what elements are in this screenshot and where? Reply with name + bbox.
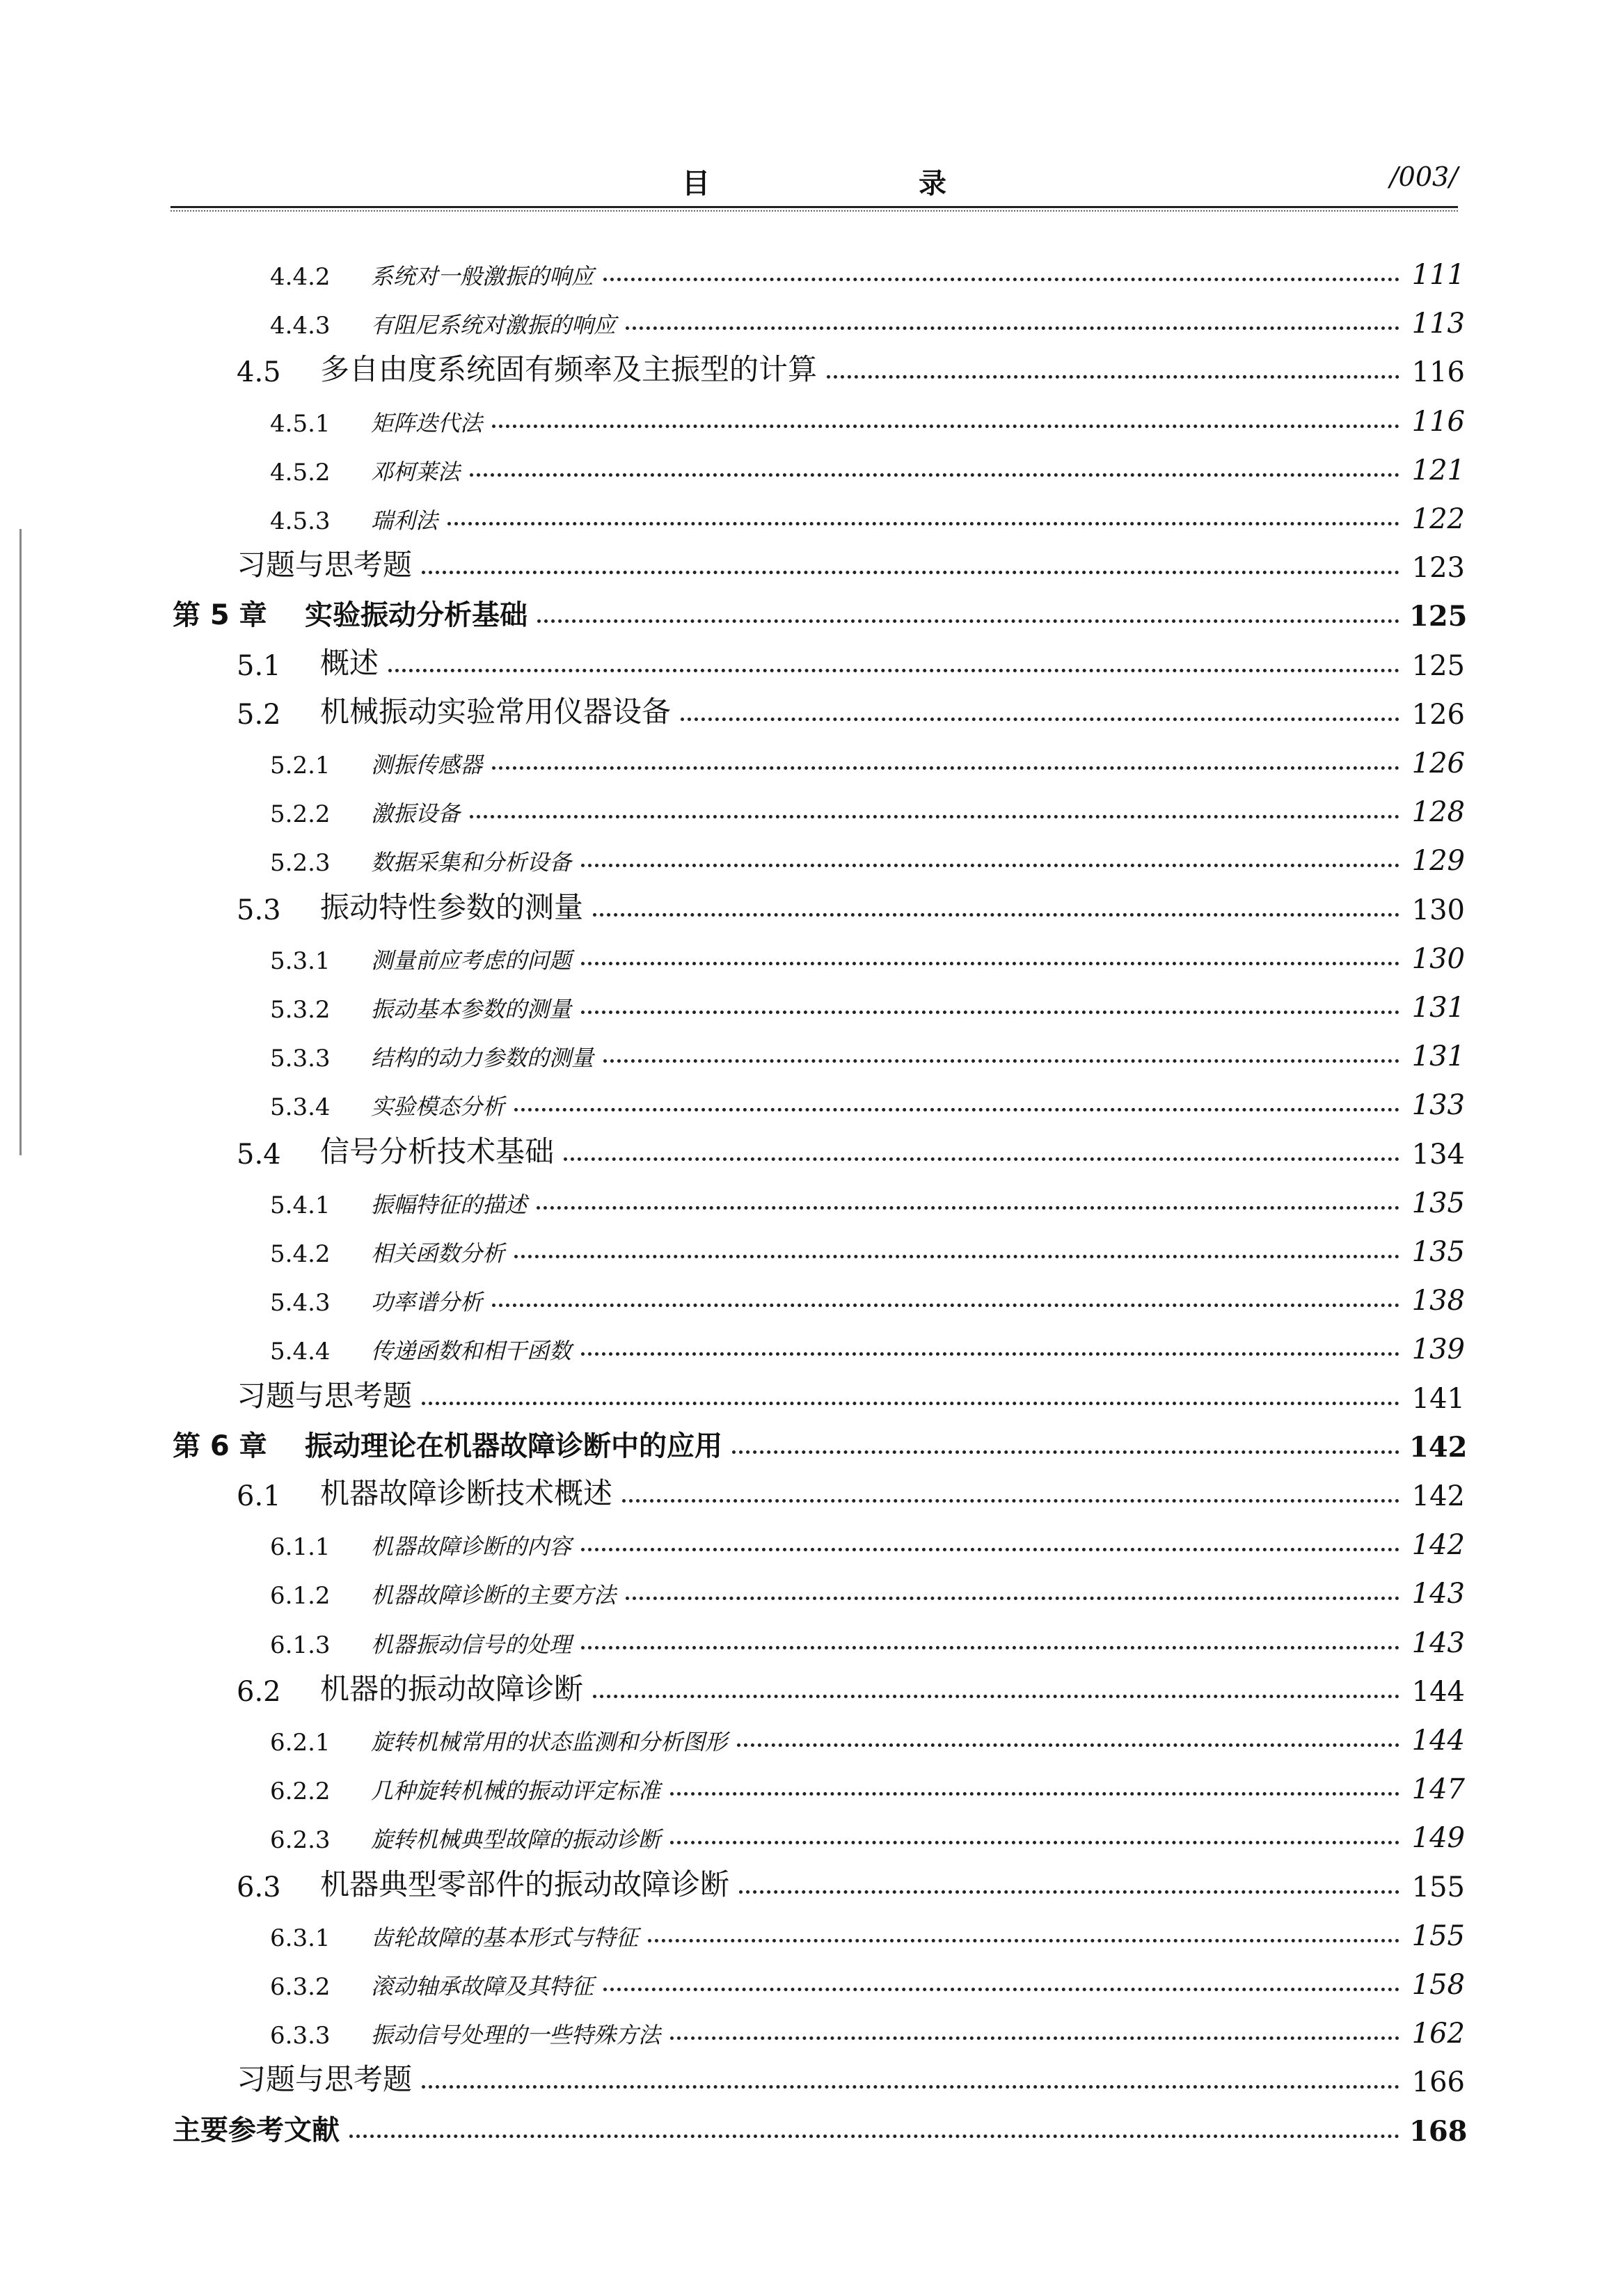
toc-entry-page: 123 — [1411, 552, 1465, 585]
toc-entry[interactable] — [270, 1079, 1465, 1121]
toc-entry-title: 相关函数分析 — [371, 1240, 505, 1267]
toc-entry-page: 155 — [1411, 1871, 1465, 1903]
dot-leader — [581, 962, 1399, 965]
toc-entry-title: 习题与思考题 — [237, 1378, 413, 1413]
toc-entry-page: 116 — [1411, 356, 1465, 389]
toc-entry-number: 第 6 章 — [173, 1430, 267, 1462]
toc-entry-label — [270, 1773, 660, 1805]
dot-leader — [470, 815, 1399, 818]
toc-entry-label — [237, 1129, 554, 1171]
toc-entry[interactable] — [237, 640, 1465, 682]
toc-entry-page: 130 — [1411, 894, 1465, 926]
toc-entry-number: 5.4 — [237, 1138, 281, 1171]
toc-entry-label — [270, 1285, 482, 1317]
toc-entry-label — [237, 1862, 729, 1903]
toc-entry-number: 6.2 — [237, 1675, 281, 1708]
toc-entry-number: 5.2.1 — [270, 752, 331, 779]
dot-leader — [514, 1255, 1399, 1258]
toc-entry[interactable] — [270, 786, 1465, 828]
toc-entry-number: 5.3.4 — [270, 1093, 331, 1122]
toc-entry-page: 166 — [1411, 2066, 1465, 2099]
toc-entry-title: 滚动轴承故障及其特征 — [371, 1973, 594, 2000]
header-page-number: /003/ — [1389, 161, 1458, 192]
header-rule — [170, 206, 1458, 208]
toc-entry[interactable] — [270, 445, 1465, 486]
toc-entry[interactable] — [270, 249, 1465, 291]
toc-entry[interactable] — [270, 2008, 1465, 2050]
toc-entry[interactable] — [237, 689, 1465, 731]
toc-entry-label — [173, 593, 528, 633]
dot-leader — [737, 1743, 1399, 1747]
toc-entry-number: 5.3 — [237, 894, 281, 926]
dot-leader — [670, 1792, 1399, 1796]
toc-entry-label — [270, 796, 460, 828]
toc-entry-number: 6.1 — [237, 1480, 281, 1512]
toc-entry-number: 5.2.2 — [270, 800, 331, 829]
toc-entry[interactable] — [270, 1178, 1465, 1219]
toc-entry[interactable] — [237, 1471, 1465, 1512]
toc-entry[interactable] — [270, 1519, 1465, 1561]
toc-entry[interactable] — [270, 1324, 1465, 1365]
toc-entry-page: 133 — [1411, 1089, 1465, 1122]
toc-entry-label — [237, 2057, 412, 2098]
toc-entry-page: 111 — [1411, 259, 1465, 291]
toc-entry-number: 5.4.4 — [270, 1338, 331, 1366]
toc-entry[interactable] — [270, 835, 1465, 877]
toc-entry-page: 135 — [1411, 1236, 1465, 1268]
toc-entry-title: 习题与思考题 — [237, 2062, 413, 2097]
toc-entry-number: 5.4.3 — [270, 1289, 331, 1317]
dot-leader — [739, 1890, 1399, 1894]
toc-entry-label — [237, 1666, 583, 1708]
toc-entry[interactable] — [237, 1373, 1465, 1415]
toc-entry-number: 6.3.2 — [270, 1973, 331, 2001]
toc-entry-label — [237, 347, 817, 388]
toc-entry-title: 结构的动力参数的测量 — [371, 1045, 594, 1072]
toc-entry-number: 6.3 — [237, 1871, 281, 1903]
toc-entry[interactable] — [237, 2057, 1465, 2098]
toc-entry-label — [270, 1578, 616, 1610]
toc-entry-label — [270, 1920, 638, 1952]
toc-entry-label — [237, 885, 583, 926]
dot-leader — [581, 1352, 1399, 1356]
toc-entry-title: 几种旋转机械的振动评定标准 — [371, 1778, 661, 1805]
toc-entry[interactable] — [270, 1959, 1465, 2001]
toc-entry-label — [270, 308, 616, 340]
toc-entry-title: 机器的振动故障诊断 — [320, 1671, 584, 1706]
toc-entry-title: 旋转机械常用的状态监测和分析图形 — [371, 1729, 728, 1755]
toc-entry-label — [237, 1373, 412, 1415]
toc-entry-label — [270, 1822, 660, 1854]
dot-leader — [564, 1157, 1399, 1161]
toc-entry-title: 有阻尼系统对激振的响应 — [371, 312, 617, 339]
toc-entry-number: 5.1 — [237, 649, 281, 682]
toc-entry-page: 122 — [1411, 503, 1465, 535]
toc-entry-label — [270, 259, 594, 291]
dot-leader — [603, 1988, 1399, 1991]
toc-entry-page: 143 — [1411, 1626, 1465, 1659]
toc-entry-label — [270, 1627, 571, 1659]
toc-entry-number: 5.4.1 — [270, 1191, 331, 1219]
toc-entry-title: 测量前应考虑的问题 — [371, 947, 572, 974]
toc-entry-page: 130 — [1411, 942, 1465, 975]
dot-leader — [422, 2085, 1399, 2089]
toc-entry-title: 机器故障诊断技术概述 — [320, 1476, 613, 1510]
dot-leader — [581, 1548, 1399, 1551]
toc-entry-page: 113 — [1411, 308, 1465, 340]
dot-leader — [470, 473, 1399, 477]
toc-entry-number: 4.5.2 — [270, 458, 331, 486]
dot-leader — [492, 766, 1399, 770]
toc-entry-title: 矩阵迭代法 — [371, 409, 483, 436]
dot-leader — [581, 864, 1399, 867]
toc-entry[interactable] — [270, 1617, 1465, 1659]
toc-entry-title: 振动基本参数的测量 — [371, 996, 572, 1022]
toc-entry[interactable] — [237, 1666, 1465, 1708]
dot-leader — [648, 1939, 1399, 1942]
toc-entry-page: 129 — [1411, 845, 1465, 878]
toc-entry-label — [270, 1236, 505, 1268]
toc-entry-title: 振幅特征的描述 — [371, 1191, 528, 1218]
dot-leader — [603, 1059, 1399, 1063]
toc-entry[interactable] — [270, 1568, 1465, 1610]
toc-entry-label — [237, 542, 412, 584]
toc-entry-page: 143 — [1411, 1578, 1465, 1610]
toc-entry[interactable] — [270, 1226, 1465, 1268]
toc-entry-title: 机械振动实验常用仪器设备 — [320, 694, 672, 729]
toc-entry-title: 实验模态分析 — [371, 1093, 505, 1121]
toc-entry-page: 134 — [1411, 1138, 1465, 1171]
toc-entry-number: 4.5.1 — [270, 409, 331, 438]
toc-entry-number: 6.3.3 — [270, 2022, 331, 2050]
toc-entry-number: 5.4.2 — [270, 1240, 331, 1268]
toc-entry[interactable] — [237, 1862, 1465, 1903]
toc-entry-label — [270, 747, 482, 779]
toc-entry-title: 概述 — [320, 645, 379, 680]
toc-entry[interactable] — [173, 2106, 1468, 2148]
toc-entry-label — [270, 2018, 660, 2050]
toc-entry[interactable] — [270, 982, 1465, 1024]
toc-entry-page: 168 — [1409, 2114, 1468, 2148]
toc-entry-label — [173, 1424, 722, 1464]
toc-entry[interactable] — [270, 1715, 1465, 1757]
toc-entry-page: 142 — [1411, 1529, 1465, 1562]
toc-entry-number: 4.4.2 — [270, 263, 331, 291]
dot-leader — [827, 375, 1399, 379]
toc-entry-page: 158 — [1411, 1969, 1465, 2001]
toc-entry-title: 激振设备 — [371, 800, 461, 828]
toc-entry-title: 邓柯莱法 — [371, 458, 461, 485]
toc-entry-number: 5.3.2 — [270, 996, 331, 1024]
toc-entry-number: 5.2.3 — [270, 849, 331, 878]
toc-entry[interactable] — [270, 1812, 1465, 1854]
dot-leader — [581, 1011, 1399, 1014]
dot-leader — [626, 326, 1399, 330]
dot-leader — [593, 1695, 1399, 1698]
toc-entry-page: 131 — [1411, 992, 1465, 1024]
toc-entry[interactable] — [173, 591, 1468, 633]
toc-entry-page: 141 — [1411, 1382, 1465, 1415]
toc-entry-title: 信号分析技术基础 — [320, 1134, 555, 1169]
toc-entry[interactable] — [237, 885, 1465, 926]
toc-entry-title: 振动信号处理的一些特殊方法 — [371, 2022, 661, 2049]
dot-leader — [388, 669, 1399, 672]
dot-leader — [681, 718, 1399, 721]
toc-entry-label — [270, 845, 571, 877]
toc-entry-title: 数据采集和分析设备 — [371, 849, 572, 876]
dot-leader — [603, 278, 1399, 281]
toc-entry-label — [270, 406, 482, 438]
dot-leader — [422, 1402, 1399, 1405]
dot-leader — [670, 1841, 1399, 1844]
toc-entry-label — [270, 943, 571, 975]
toc-entry-page: 116 — [1411, 405, 1465, 438]
toc-entry-number: 第 5 章 — [173, 599, 267, 632]
toc-entry-page: 121 — [1411, 454, 1465, 486]
toc-entry-number: 4.5 — [237, 356, 281, 389]
toc-entry-page: 139 — [1411, 1333, 1465, 1366]
toc-entry[interactable] — [270, 933, 1465, 975]
dot-leader — [492, 425, 1399, 428]
toc-entry-number: 6.2.1 — [270, 1729, 331, 1757]
toc-entry-number: 4.5.3 — [270, 507, 331, 535]
dot-leader — [670, 2036, 1399, 2040]
dot-leader — [514, 1108, 1399, 1111]
toc-entry-number: 6.1.2 — [270, 1582, 331, 1610]
toc-entry-label — [270, 1333, 571, 1365]
dot-leader — [537, 1206, 1399, 1210]
toc-entry-page: 149 — [1411, 1822, 1465, 1855]
toc-entry-label — [270, 454, 460, 486]
toc-entry-title: 机器振动信号的处理 — [371, 1631, 572, 1658]
toc-entry-title: 振动理论在机器故障诊断中的应用 — [305, 1430, 722, 1462]
toc-entry[interactable] — [270, 396, 1465, 438]
toc-entry[interactable] — [270, 1275, 1465, 1317]
toc-entry-title: 系统对一般激振的响应 — [371, 263, 594, 290]
toc-entry[interactable] — [237, 542, 1465, 584]
toc-entry-label — [270, 1040, 594, 1072]
dot-leader — [447, 522, 1399, 525]
toc-entry-page: 125 — [1411, 649, 1465, 682]
toc-entry-page: 125 — [1409, 600, 1468, 633]
toc-entry-page: 144 — [1411, 1725, 1465, 1757]
dot-leader — [626, 1597, 1399, 1600]
toc-entry-label — [173, 2108, 340, 2148]
toc-entry-title: 实验振动分析基础 — [305, 599, 528, 632]
toc-entry-title: 旋转机械典型故障的振动诊断 — [371, 1826, 661, 1853]
toc-entry-title: 齿轮故障的基本形式与特征 — [371, 1924, 639, 1951]
toc-entry-page: 162 — [1411, 2018, 1465, 2050]
toc-entry-number: 6.1.1 — [270, 1533, 331, 1562]
toc-entry[interactable] — [173, 1422, 1468, 1464]
toc-entry-title: 瑞利法 — [371, 507, 438, 534]
dot-leader — [349, 2135, 1399, 2138]
toc-entry-number: 6.2.2 — [270, 1778, 331, 1806]
dot-leader — [492, 1304, 1399, 1307]
toc-entry-number: 4.4.3 — [270, 312, 331, 340]
toc-entry-page: 142 — [1411, 1480, 1465, 1512]
toc-entry-label — [237, 1471, 612, 1512]
toc-entry[interactable] — [270, 1764, 1465, 1805]
toc-entry-page: 142 — [1409, 1430, 1468, 1464]
running-header — [170, 161, 1458, 203]
toc-entry-title: 机器典型零部件的振动故障诊断 — [320, 1867, 730, 1901]
toc-entry-label — [270, 1187, 527, 1219]
toc-entry-title: 多自由度系统固有频率及主振型的计算 — [320, 352, 818, 387]
toc-entry-page: 144 — [1411, 1675, 1465, 1708]
toc-entry-page: 135 — [1411, 1187, 1465, 1219]
toc-entry-title: 机器故障诊断的内容 — [371, 1533, 572, 1560]
toc-entry-title: 传递函数和相干函数 — [371, 1338, 572, 1365]
toc-entry[interactable] — [237, 347, 1465, 388]
toc-entry-label — [237, 689, 671, 731]
toc-entry-number: 6.2.3 — [270, 1826, 331, 1855]
toc-entry-page: 155 — [1411, 1919, 1465, 1952]
toc-entry-number: 5.3.1 — [270, 947, 331, 975]
toc-entry-page: 128 — [1411, 796, 1465, 829]
dot-leader — [422, 571, 1399, 574]
dot-leader — [622, 1499, 1399, 1503]
toc-entry-label — [270, 1089, 505, 1121]
toc-entry-number: 5.3.3 — [270, 1045, 331, 1073]
toc-entry-label — [237, 640, 379, 682]
toc-entry[interactable] — [270, 1910, 1465, 1952]
toc-entry-page: 138 — [1411, 1285, 1465, 1317]
toc-entry-title: 功率谱分析 — [371, 1289, 483, 1316]
toc-entry-number: 6.3.1 — [270, 1924, 331, 1952]
toc-entry-number: 5.2 — [237, 698, 281, 731]
toc-entry-page: 126 — [1411, 747, 1465, 779]
toc-entry-title: 主要参考文献 — [173, 2114, 340, 2146]
dot-leader — [537, 619, 1399, 623]
toc-entry[interactable] — [237, 1129, 1465, 1171]
toc-entry-page: 126 — [1411, 698, 1465, 731]
toc-entry-title: 机器故障诊断的主要方法 — [371, 1582, 617, 1609]
toc-entry-title: 测振传感器 — [371, 752, 483, 778]
toc-entry-label — [270, 992, 571, 1024]
toc-entry-title: 振动特性参数的测量 — [320, 889, 584, 924]
toc-entry-page: 147 — [1411, 1773, 1465, 1806]
toc-entry[interactable] — [270, 493, 1465, 535]
dot-leader — [593, 913, 1399, 917]
toc-entry-label — [270, 503, 438, 535]
toc-entry-label — [270, 1529, 571, 1561]
toc-entry[interactable] — [270, 1031, 1465, 1072]
toc-entry-page: 131 — [1411, 1040, 1465, 1073]
toc-entry-title: 习题与思考题 — [237, 548, 413, 583]
toc-entry-number: 6.1.3 — [270, 1631, 331, 1659]
toc-entry-label — [270, 1725, 727, 1757]
toc-entry-label — [270, 1969, 594, 2001]
dot-leader — [732, 1450, 1399, 1454]
scan-edge-mark — [19, 529, 22, 1155]
toc-entry[interactable] — [270, 738, 1465, 779]
dot-leader — [581, 1646, 1399, 1649]
toc-entry[interactable] — [270, 298, 1465, 340]
header-title: 目 录 — [682, 168, 1037, 200]
header-rule-dotted — [170, 210, 1458, 212]
